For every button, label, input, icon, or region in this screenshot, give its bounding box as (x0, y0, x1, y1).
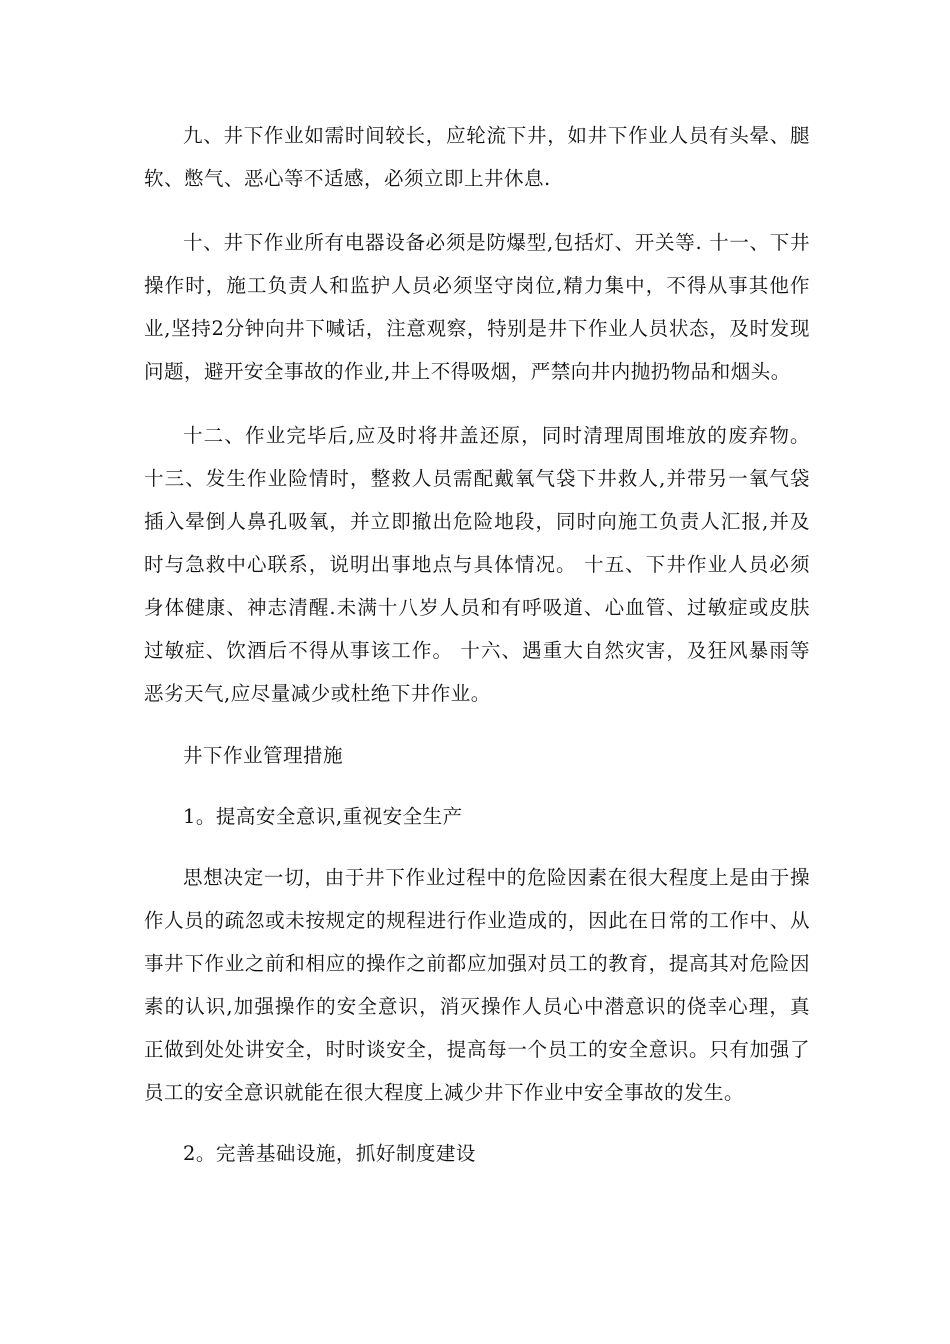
paragraph-rule-12-16: 十二、作业完毕后,应及时将井盖还原，同时清理周围堆放的废弃物。 十三、发生作业险情时，整救人员需配戴氧气袋下井救人,并带另一氧气袋插入晕倒人鼻孔吸氧，并立即撤出危险地段，同时向施工负责人汇报,并及时与急救中心联系，说明出事地点与具体情况。 十五、下井作业人员必须身体健康、神志清醒.未满十八岁人员和有呼吸道、心血管、过敏症或皮肤过敏症、饮酒后不得从事该工作。 十六、遇重大自然灾害，及狂风暴雨等恶劣天气,应尽量减少或杜绝下井作业。 (144, 424, 810, 705)
item-1-title: 1。提高安全意识,重视安全生产 (183, 805, 463, 828)
item-2-title: 2。完善基础设施，抓好制度建设 (183, 1142, 476, 1165)
paragraph-rule-10-11: 十、井下作业所有电器设备必须是防爆型,包括灯、开关等. 十一、下井操作时，施工负责人和监护人员必须坚守岗位,精力集中，不得从事其他作业,坚持2分钟向井下喊话，注意观察，特别是井下作业人员状态，及时发现问题，避开安全事故的作业,井上不得吸烟，严禁向井内抛扔物品和烟头。 (144, 231, 810, 383)
document-page (144, 114, 810, 1175)
paragraph-rule-9: 九、井下作业如需时间较长，应轮流下井，如井下作业人员有头晕、腿软、憋气、恶心等不适感，必须立即上井休息. (144, 124, 810, 190)
item-1-body: 思想决定一切，由于井下作业过程中的危险因素在很大程度上是由于操作人员的疏忽或未按规定的规程进行作业造成的，因此在日常的工作中、从事井下作业之前和相应的操作之前都应加强对员工的教育，提高其对危险因素的认识,加强操作的安全意识，消灭操作人员心中潜意识的侥幸心理，真正做到处处讲安全，时时谈安全，提高每一个员工的安全意识。只有加强了员工的安全意识就能在很大程度上减少井下作业中安全事故的发生。 (144, 866, 810, 1104)
section-title: 井下作业管理措施 (183, 744, 344, 767)
